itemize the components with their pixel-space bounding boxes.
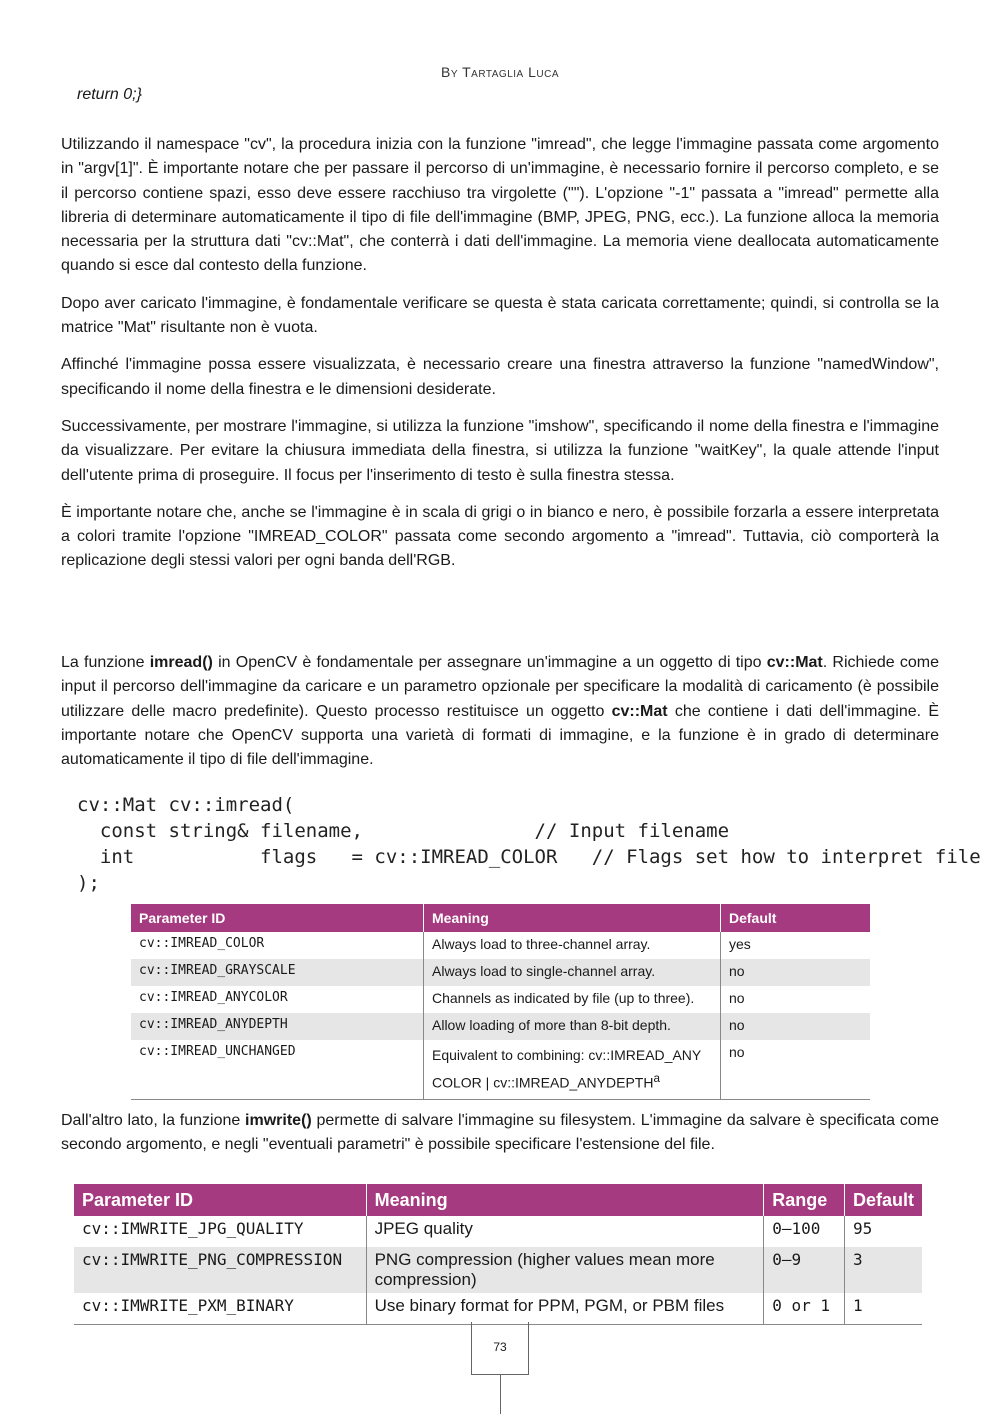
- table-header: Parameter ID: [74, 1184, 366, 1216]
- mat-keyword: cv::Mat: [766, 654, 823, 671]
- code-line: );: [77, 872, 100, 894]
- table-header: Default: [844, 1184, 922, 1216]
- paragraph: Utilizzando il namespace "cv", la procedura inizia con la funzione "imread", che legge l'immagine passata come argomento in "argv[1]". È importante notare che per passare il percorso di un'immagine, è necessario fornire il percorso completo, e se il percorso contiene spazi, esso deve essere racchiuso tra virgolette (""). L'opzione "-1" passata a "imread" permette alla libreria di determinare automaticamente il tipo di file dell'immagine (BMP, JPEG, PNG, ecc.). La funzione alloca la memoria necessaria per la struttura dati "cv::Mat", che conterrà i dati dell'immagine. La memoria viene deallocata automaticamente quando si esce dal contesto della funzione.: [61, 136, 939, 275]
- table-header: Parameter ID: [131, 904, 424, 932]
- imwrite-paragraph: Dall'altro lato, la funzione imwrite() permette di salvare l'immagine su filesystem. L'immagine da salvare è specificata come secondo argomento, e negli "eventuali parametri" è possibile specificare l'estensione del file.: [61, 1112, 939, 1154]
- paragraph: Dopo aver caricato l'immagine, è fondamentale verificare se questa è stata caricata correttamente; quindi, si controlla se la matrice "Mat" risultante non è vuota.: [61, 294, 939, 337]
- imread-code-block: [77, 792, 981, 896]
- imread-keyword: imread(): [149, 654, 213, 671]
- table-row: cv::IMREAD_UNCHANGED Equivalent to combining: cv::IMREAD_ANY COLOR | cv::IMREAD_ANYDEPTH$^a$ no: [131, 1040, 870, 1099]
- table-row: cv::IMWRITE_PNG_COMPRESSION PNG compression (higher values mean more compression) 0–9 3: [74, 1247, 922, 1293]
- intro-text: [61, 133, 939, 587]
- page-number: 73: [471, 1322, 529, 1375]
- code-return: return 0;}: [77, 86, 142, 103]
- page-header: By Tartaglia Luca: [440, 64, 560, 80]
- imwrite-params-table: [74, 1184, 922, 1325]
- paragraph: Successivamente, per mostrare l'immagine, si utilizza la funzione "imshow", specificando il nome della finestra e l'immagine da visualizzare. Per evitare la chiusura immediata della finestra, si utilizza la funzione "waitKey", la quale attende l'input dell'utente prima di proseguire. Il focus per l'inserimento di testo è sulla finestra stessa.: [61, 417, 939, 484]
- imwrite-keyword: imwrite(): [245, 1112, 312, 1129]
- code-line: cv::Mat cv::imread(: [77, 794, 295, 816]
- table-header: Meaning: [366, 1184, 764, 1216]
- table-row: cv::IMWRITE_PXM_BINARY Use binary format for PPM, PGM, or PBM files 0 or 1 1: [74, 1293, 922, 1325]
- imread-paragraph: La funzione imread() in OpenCV è fondamentale per assegnare un'immagine a un oggetto di tipo cv::Mat. Richiede come input il percorso dell'immagine da caricare e un parametro opzionale per specificare la modalità di caricamento (è possibile utilizzare delle macro predefinite). Questo processo restituisce un oggetto cv::Mat che contiene i dati dell'immagine. È importante notare che OpenCV supporta una varietà di formati di immagine, e la funzione è in grado di determinare automaticamente il tipo di file dell'immagine.: [61, 654, 940, 769]
- footer-divider: [500, 1374, 501, 1414]
- footnote-mark: a: [653, 1072, 660, 1085]
- table-header: Default: [721, 904, 871, 932]
- table-row: cv::IMREAD_COLOR Always load to three-channel array. yes: [131, 932, 870, 959]
- table-row: cv::IMREAD_ANYDEPTH Allow loading of more than 8-bit depth. no: [131, 1013, 870, 1040]
- code-line: int flags = cv::IMREAD_COLOR // Flags set how to interpret file: [77, 846, 981, 868]
- table-row: cv::IMREAD_ANYCOLOR Channels as indicated by file (up to three). no: [131, 986, 870, 1013]
- paragraph: Affinché l'immagine possa essere visualizzata, è necessario creare una finestra attraverso la funzione "namedWindow", specificando il nome della finestra e le dimensioni desiderate.: [61, 356, 939, 398]
- table-row: cv::IMWRITE_JPG_QUALITY JPEG quality 0–100 95: [74, 1216, 922, 1247]
- table-header: Meaning: [424, 904, 721, 932]
- code-line: const string& filename, // Input filename: [77, 820, 730, 842]
- imread-flags-table: [131, 904, 870, 1100]
- paragraph: È importante notare che, anche se l'immagine è in scala di grigi o in bianco e nero, è possibile forzarla a essere interpretata a colori tramite l'opzione "IMREAD_COLOR" passata come secondo argomento a "imread". Tuttavia, ciò comporterà la replicazione degli stessi valori per ogni banda dell'RGB.: [61, 503, 939, 570]
- mat-keyword: cv::Mat: [611, 702, 668, 720]
- table-header: Range: [764, 1184, 845, 1216]
- table-row: cv::IMREAD_GRAYSCALE Always load to single-channel array. no: [131, 959, 870, 986]
